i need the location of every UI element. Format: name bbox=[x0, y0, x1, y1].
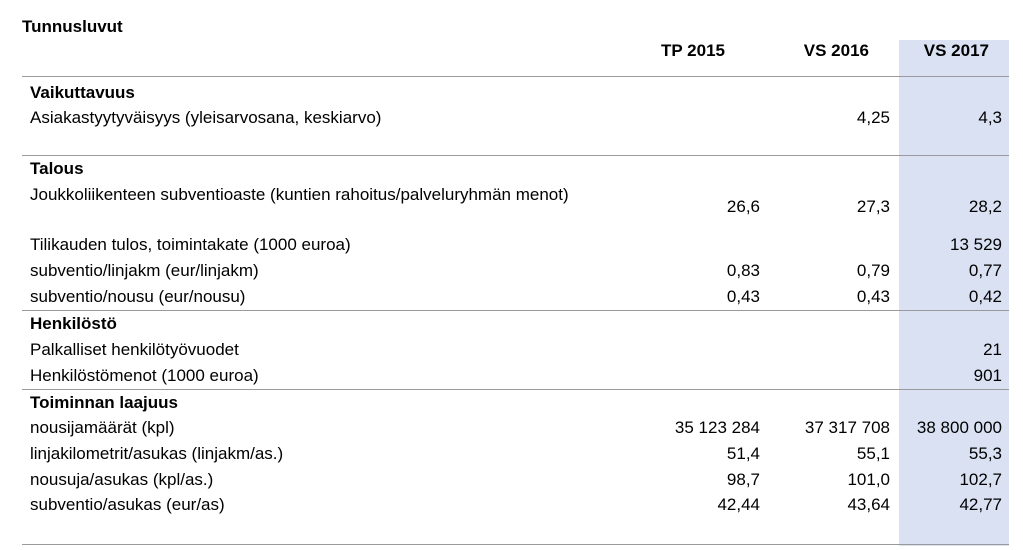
section-title: Toiminnan laajuus bbox=[30, 393, 178, 412]
divider bbox=[22, 310, 1009, 311]
divider bbox=[22, 389, 1009, 390]
row-label: subventio/nousu (eur/nousu) bbox=[30, 287, 246, 306]
table-row bbox=[30, 468, 1005, 492]
section-title: Henkilöstö bbox=[30, 314, 117, 333]
cell-vs2017: 38 800 000 bbox=[916, 418, 1002, 437]
table-row bbox=[30, 106, 1005, 130]
cell-vs2017: 0,42 bbox=[968, 287, 1002, 306]
table-row bbox=[30, 416, 1005, 440]
section-header bbox=[30, 157, 1005, 181]
column-header-tp2015: TP 2015 bbox=[661, 41, 725, 60]
table-row bbox=[30, 285, 1005, 309]
row-label: linjakilometrit/asukas (linjakm/as.) bbox=[30, 444, 284, 463]
cell-vs2016: 0,79 bbox=[856, 261, 890, 280]
cell-tp2015: 35 123 284 bbox=[674, 418, 760, 437]
cell-vs2016: 0,43 bbox=[856, 287, 890, 306]
cell-vs2017: 42,77 bbox=[959, 495, 1002, 514]
row-label: Joukkoliikenteen subventioaste (kuntien rahoitus/palveluryhmän menot) bbox=[30, 185, 569, 204]
cell-tp2015: 51,4 bbox=[726, 444, 760, 463]
section-header bbox=[30, 81, 1005, 105]
cell-tp2015: 42,44 bbox=[717, 495, 760, 514]
cell-vs2016: 43,64 bbox=[847, 495, 890, 514]
cell-vs2017: 55,3 bbox=[968, 444, 1002, 463]
divider bbox=[22, 544, 1009, 545]
row-label: subventio/linjakm (eur/linjakm) bbox=[30, 261, 259, 280]
table-row bbox=[30, 364, 1005, 388]
table-row bbox=[30, 442, 1005, 466]
column-header-vs2017: VS 2017 bbox=[923, 41, 989, 60]
divider bbox=[22, 76, 1009, 77]
section-title: Vaikuttavuus bbox=[30, 83, 135, 102]
table-row bbox=[30, 493, 1005, 517]
section-header bbox=[30, 391, 1005, 415]
table-row bbox=[30, 233, 1005, 257]
row-label: Asiakastyytyväisyys (yleisarvosana, keskiarvo) bbox=[30, 108, 382, 127]
cell-vs2017: 21 bbox=[983, 340, 1002, 359]
section-header bbox=[30, 312, 1005, 336]
cell-vs2017: 102,7 bbox=[959, 470, 1002, 489]
cell-vs2016: 37 317 708 bbox=[804, 418, 890, 437]
section-title: Talous bbox=[30, 159, 84, 178]
cell-vs2016: 27,3 bbox=[856, 197, 890, 216]
table-row bbox=[30, 182, 1005, 232]
cell-tp2015: 98,7 bbox=[726, 470, 760, 489]
row-label: Tilikauden tulos, toimintakate (1000 euroa) bbox=[30, 235, 351, 254]
row-label: Henkilöstömenot (1000 euroa) bbox=[30, 366, 259, 385]
divider bbox=[22, 155, 1009, 156]
table-row bbox=[30, 338, 1005, 362]
cell-vs2016: 101,0 bbox=[847, 470, 890, 489]
cell-tp2015: 0,43 bbox=[726, 287, 760, 306]
cell-vs2017: 0,77 bbox=[968, 261, 1002, 280]
cell-tp2015: 0,83 bbox=[726, 261, 760, 280]
cell-vs2016: 4,25 bbox=[856, 108, 890, 127]
cell-tp2015: 26,6 bbox=[726, 197, 760, 216]
cell-vs2016: 55,1 bbox=[856, 444, 890, 463]
cell-vs2017: 28,2 bbox=[968, 197, 1002, 216]
row-label: subventio/asukas (eur/as) bbox=[30, 495, 225, 514]
row-label: Palkalliset henkilötyövuodet bbox=[30, 340, 239, 359]
cell-vs2017: 4,3 bbox=[978, 108, 1002, 127]
row-label: nousuja/asukas (kpl/as.) bbox=[30, 470, 214, 489]
row-label: nousijamäärät (kpl) bbox=[30, 418, 175, 437]
column-header-vs2016: VS 2016 bbox=[803, 41, 869, 60]
cell-vs2017: 13 529 bbox=[950, 235, 1002, 254]
table-row bbox=[30, 259, 1005, 283]
page-title: Tunnusluvut bbox=[22, 17, 123, 36]
cell-vs2017: 901 bbox=[973, 366, 1002, 385]
